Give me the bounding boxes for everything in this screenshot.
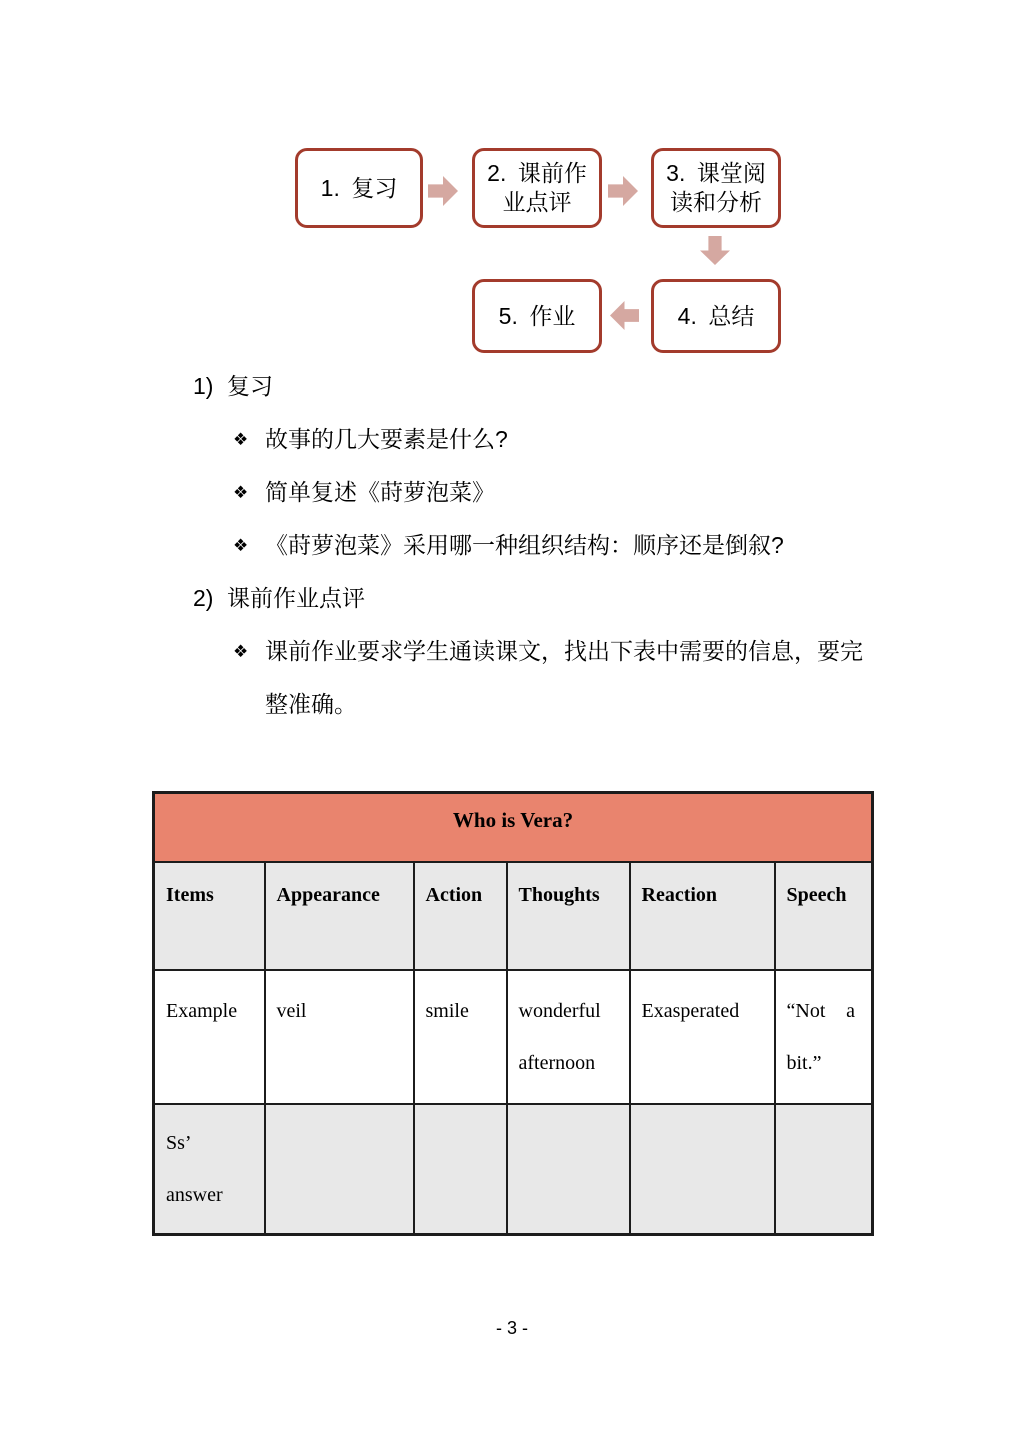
table-title: Who is Vera? <box>154 793 873 863</box>
diamond-bullet-icon: ❖ <box>233 642 249 661</box>
column-header-speech: Speech <box>775 862 873 970</box>
table-row-ss-answer <box>154 1104 873 1235</box>
flow-step-label: 3. 课堂阅读和分析 <box>666 160 766 215</box>
flow-step-label: 5. 作业 <box>498 302 576 329</box>
arrow-right-icon <box>608 176 638 206</box>
bullet-text: 简单复述《莳萝泡菜》 <box>265 479 495 505</box>
cell-appearance <box>265 1104 414 1235</box>
cell-appearance: veil <box>265 970 414 1104</box>
cell-speech <box>775 1104 873 1235</box>
bullet-text: 课前作业要求学生通读课文，找出下表中需要的信息，要完整准确。 <box>265 638 863 717</box>
cell-action <box>414 1104 507 1235</box>
who-is-vera-table <box>152 791 874 1236</box>
diamond-bullet-icon: ❖ <box>233 483 249 502</box>
cell-reaction <box>630 1104 775 1235</box>
section-title: 课前作业点评 <box>227 585 365 611</box>
bullet-text: 《莳萝泡菜》采用哪一种组织结构：顺序还是倒叙? <box>265 532 784 558</box>
lesson-outline <box>0 360 1024 731</box>
outline-bullet-item <box>0 466 1024 519</box>
column-header-action: Action <box>414 862 507 970</box>
cell-speech: “Not a bit.” <box>775 970 873 1104</box>
outline-bullet-item <box>0 413 1024 466</box>
outline-bullet-item <box>0 519 1024 572</box>
cell-thoughts <box>507 1104 630 1235</box>
row-label: Example <box>154 970 265 1104</box>
section-number: 2) <box>193 585 214 611</box>
flow-step-class-reading <box>651 148 781 228</box>
flow-step-label: 2. 课前作业点评 <box>487 160 587 215</box>
section-number: 1) <box>193 373 214 399</box>
row-label: Ss’ answer <box>154 1104 265 1235</box>
section-title: 复习 <box>227 373 273 399</box>
flow-step-label: 1. 复习 <box>320 174 398 201</box>
cell-thoughts: wonderful afternoon <box>507 970 630 1104</box>
flow-step-label: 4. 总结 <box>677 302 755 329</box>
column-header-thoughts: Thoughts <box>507 862 630 970</box>
outline-bullet-item <box>0 625 1024 731</box>
column-header-appearance: Appearance <box>265 862 414 970</box>
diamond-bullet-icon: ❖ <box>233 536 249 555</box>
flow-step-assignment <box>472 279 602 353</box>
arrow-right-icon <box>428 176 458 206</box>
page-number: - 3 - <box>495 1318 528 1338</box>
bullet-text: 故事的几大要素是什么? <box>265 426 508 452</box>
column-header-reaction: Reaction <box>630 862 775 970</box>
outline-section-heading <box>0 360 1024 413</box>
table-title-row <box>154 793 873 863</box>
flow-step-review <box>295 148 423 228</box>
table-row-example <box>154 970 873 1104</box>
cell-action: smile <box>414 970 507 1104</box>
arrow-down-icon <box>700 236 730 265</box>
outline-section-heading <box>0 572 1024 625</box>
cell-reaction: Exasperated <box>630 970 775 1104</box>
table-header-row <box>154 862 873 970</box>
arrow-left-icon <box>610 301 639 330</box>
flow-step-homework-review <box>472 148 602 228</box>
column-header-items: Items <box>154 862 265 970</box>
diamond-bullet-icon: ❖ <box>233 430 249 449</box>
flow-step-summary <box>651 279 781 353</box>
